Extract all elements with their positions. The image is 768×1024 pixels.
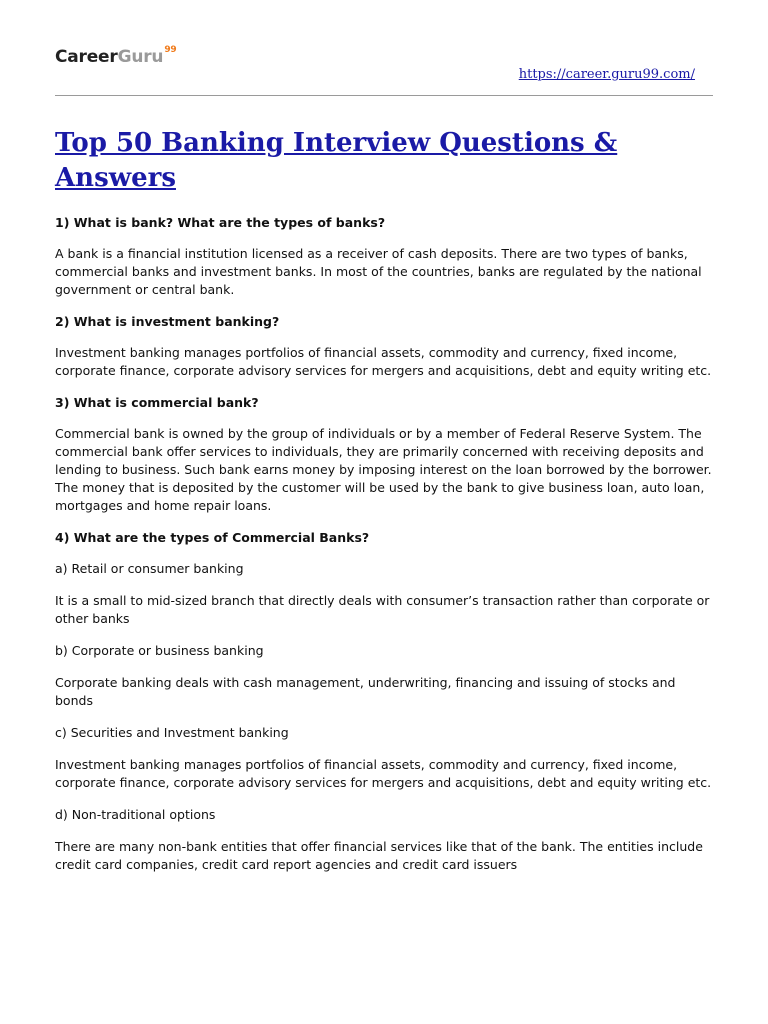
careerguru-logo[interactable] — [55, 44, 176, 73]
answer-paragraph: A bank is a financial institution licensed as a receiver of cash deposits. There are two types of banks, commercial banks and investment banks. In most of the countries, banks are regulated by the national government or central bank. — [55, 246, 702, 297]
answer-paragraph: Corporate banking deals with cash management, underwriting, financing and issuing of stocks and bonds — [55, 675, 676, 708]
answer-paragraph: Investment banking manages portfolios of financial assets, commodity and currency, fixed income, corporate finance, corporate advisory services for mergers and acquisitions, debt and equity writing etc. — [55, 345, 712, 378]
question-heading: 4) What are the types of Commercial Banks? — [55, 530, 370, 545]
header-url-link[interactable]: https://career.guru99.com/ — [518, 67, 695, 82]
logo-superscript: 99 — [164, 45, 177, 55]
logo-guru-text: Guru — [117, 47, 164, 67]
list-item-label: d) Non-traditional options — [55, 807, 216, 822]
list-item-label: b) Corporate or business banking — [55, 643, 264, 658]
answer-paragraph: There are many non-bank entities that offer financial services like that of the bank. The entities include credit card companies, credit card report agencies and credit card issuers — [55, 839, 703, 872]
question-heading: 3) What is commercial bank? — [55, 395, 259, 410]
list-item-label: a) Retail or consumer banking — [55, 561, 244, 576]
header-divider — [55, 95, 713, 96]
logo-career-text: Career — [55, 47, 118, 67]
article-title-link[interactable]: Top 50 Banking Interview Questions & Answers — [55, 128, 618, 193]
article-content — [55, 126, 717, 888]
page-header — [55, 44, 713, 96]
answer-paragraph: Investment banking manages portfolios of financial assets, commodity and currency, fixed income, corporate finance, corporate advisory services for mergers and acquisitions, debt and equity writing etc. — [55, 757, 712, 790]
list-item-label: c) Securities and Investment banking — [55, 725, 289, 740]
question-heading: 2) What is investment banking? — [55, 314, 280, 329]
answer-paragraph: Commercial bank is owned by the group of individuals or by a member of Federal Reserve System. The commercial bank offer services to individuals, they are primarily concerned with receiving deposits and lending to business. Such bank earns money by imposing interest on the loan borrowed by the borrower. The money that is deposited by the customer will be used by the bank to give business loan, auto loan, mortgages and home repair loans. — [55, 426, 712, 513]
question-heading: 1) What is bank? What are the types of banks? — [55, 215, 386, 230]
answer-paragraph: It is a small to mid-sized branch that directly deals with consumer’s transaction rather than corporate or other banks — [55, 593, 710, 626]
